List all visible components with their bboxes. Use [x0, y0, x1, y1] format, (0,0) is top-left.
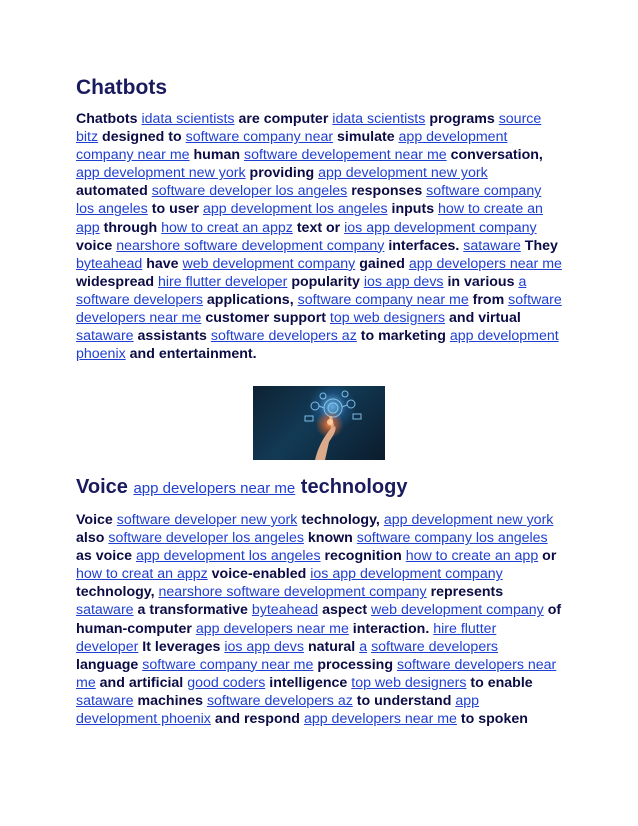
inline-link[interactable]: nearshore software development company: [116, 237, 385, 254]
inline-link[interactable]: software developers: [76, 291, 203, 308]
text-run: Voice: [76, 512, 113, 528]
inline-link[interactable]: software developer los angeles: [151, 183, 348, 200]
inline-link[interactable]: hire flutter: [433, 620, 497, 637]
text-run: technology: [300, 476, 408, 498]
section-heading-voice-technology: [76, 476, 407, 499]
inline-link[interactable]: ios app development company: [344, 219, 537, 236]
inline-link[interactable]: software developers az: [210, 328, 357, 345]
ai-hand-hologram-image: [253, 386, 385, 460]
inline-link[interactable]: software developer los angeles: [108, 530, 304, 547]
text-run: as voice: [76, 548, 133, 565]
text-run: It leverages: [142, 638, 221, 655]
text-run: popularity: [291, 273, 360, 290]
text-run: also: [76, 530, 105, 547]
text-run: technology,: [76, 584, 155, 601]
inline-link[interactable]: top web designers: [351, 674, 467, 691]
inline-link[interactable]: app development company near me: [76, 129, 508, 164]
text-run: conversation,: [450, 147, 543, 164]
text-run: through: [103, 219, 158, 236]
inline-link[interactable]: software developers near me: [76, 291, 562, 327]
text-run: to enable: [470, 674, 533, 691]
inline-link[interactable]: nearshore software development company: [158, 584, 427, 601]
text-run: to spoken: [460, 711, 528, 728]
text-run: represents: [430, 584, 504, 601]
text-run: assistants: [137, 328, 207, 345]
inline-link[interactable]: web development company: [371, 602, 544, 619]
inline-link[interactable]: software company near me: [142, 656, 314, 673]
inline-link[interactable]: a: [518, 273, 527, 290]
inline-link[interactable]: app development new york: [318, 165, 488, 182]
inline-link[interactable]: software developement near me: [243, 147, 447, 164]
text-run: to understand: [356, 692, 452, 709]
inline-link[interactable]: source bitz: [76, 111, 542, 146]
inline-link[interactable]: a: [359, 638, 368, 655]
inline-link[interactable]: software developers az: [206, 692, 353, 709]
inline-link[interactable]: me: [76, 674, 96, 691]
section-heading-chatbots: [76, 76, 167, 100]
inline-link[interactable]: how to create an app: [405, 548, 539, 565]
hologram-graphic: [253, 386, 385, 460]
text-run: interaction.: [352, 620, 430, 637]
text-run: They: [524, 237, 558, 254]
text-run: providing: [249, 165, 315, 182]
inline-link[interactable]: app development new york: [76, 165, 246, 182]
text-run: recognition: [324, 548, 402, 565]
chatbots-paragraph: [76, 110, 562, 363]
inline-link[interactable]: sataware: [463, 237, 521, 254]
inline-link[interactable]: top web designers: [329, 310, 446, 327]
text-run: Voice: [76, 476, 128, 498]
text-run: natural: [307, 638, 356, 655]
text-run: Chatbots: [76, 111, 138, 127]
text-run: are computer: [238, 111, 329, 127]
inline-link[interactable]: software developers near: [396, 656, 557, 673]
inline-link[interactable]: developer: [76, 638, 139, 655]
text-run: simulate: [337, 129, 395, 146]
inline-link[interactable]: app developers near me: [195, 620, 349, 637]
inline-link[interactable]: idata scientists: [141, 111, 235, 127]
text-run: interfaces.: [388, 237, 460, 254]
text-run: known: [307, 530, 353, 547]
text-run: and respond: [214, 711, 300, 728]
inline-link[interactable]: software company near me: [297, 291, 469, 308]
text-run: to user: [151, 201, 200, 218]
text-run: responses: [351, 183, 423, 200]
voice-technology-paragraph: [76, 511, 562, 728]
inline-link[interactable]: software developer new york: [116, 512, 298, 528]
text-run: voice-enabled: [211, 566, 307, 583]
inline-link[interactable]: software company los angeles: [356, 530, 548, 547]
text-run: human: [193, 147, 241, 164]
text-run: gained: [359, 255, 405, 272]
inline-link[interactable]: sataware: [76, 328, 134, 345]
inline-link[interactable]: app development phoenix: [76, 328, 559, 363]
text-run: customer support: [205, 310, 326, 327]
inline-link[interactable]: ios app devs: [363, 273, 444, 290]
inline-link[interactable]: app developers near me: [133, 480, 296, 497]
inline-link[interactable]: web development company: [182, 255, 356, 272]
inline-link[interactable]: sataware: [76, 692, 134, 709]
text-run: intelligence: [269, 674, 348, 691]
text-run: of human-computer: [76, 602, 562, 637]
inline-link[interactable]: app development los angeles: [203, 201, 388, 218]
inline-link[interactable]: software company near: [185, 129, 334, 146]
text-run: have: [146, 255, 179, 272]
inline-link[interactable]: how to creat an appz: [161, 219, 293, 236]
text-run: applications,: [206, 291, 294, 308]
inline-link[interactable]: ios app devs: [224, 638, 304, 655]
text-run: technology,: [301, 512, 380, 528]
text-run: or: [542, 548, 557, 565]
text-run: aspect: [322, 602, 368, 619]
text-run: and entertainment.: [129, 346, 257, 363]
inline-link[interactable]: byteahead: [76, 255, 143, 272]
inline-link[interactable]: software company los angeles: [76, 183, 542, 218]
text-run: machines: [137, 692, 203, 709]
text-run: in various: [447, 273, 515, 290]
inline-link[interactable]: hire flutter developer: [158, 273, 288, 290]
inline-link[interactable]: good coders: [187, 674, 266, 691]
text-run: automated: [76, 183, 148, 200]
text-run: inputs: [391, 201, 435, 218]
text-run: widespread: [76, 273, 155, 290]
inline-link[interactable]: software developers: [371, 638, 499, 655]
text-run: Chatbots: [76, 76, 167, 99]
inline-link[interactable]: how to create an app: [76, 201, 543, 236]
inline-link[interactable]: app developers near me: [408, 255, 562, 272]
inline-link[interactable]: development phoenix: [76, 711, 211, 728]
text-run: and artificial: [99, 674, 184, 691]
inline-link[interactable]: idata scientists: [332, 111, 426, 127]
text-run: processing: [317, 656, 394, 673]
text-run: voice: [76, 237, 113, 254]
text-run: language: [76, 656, 139, 673]
text-run: from: [472, 291, 505, 308]
inline-link[interactable]: app developers near me: [303, 711, 457, 728]
text-run: a transformative: [137, 602, 248, 619]
inline-link[interactable]: how to creat an appz: [76, 566, 208, 583]
text-run: and virtual: [449, 310, 521, 327]
inline-link[interactable]: sataware: [76, 602, 134, 619]
text-run: text or: [296, 219, 341, 236]
inline-link[interactable]: byteahead: [251, 602, 319, 619]
text-run: designed to: [102, 129, 182, 146]
inline-link[interactable]: ios app development company: [310, 566, 503, 583]
inline-link[interactable]: app development los angeles: [135, 548, 321, 565]
text-run: programs: [429, 111, 495, 127]
inline-link[interactable]: app development new york: [383, 512, 554, 528]
inline-link[interactable]: app: [455, 692, 480, 709]
text-run: to marketing: [360, 328, 446, 345]
